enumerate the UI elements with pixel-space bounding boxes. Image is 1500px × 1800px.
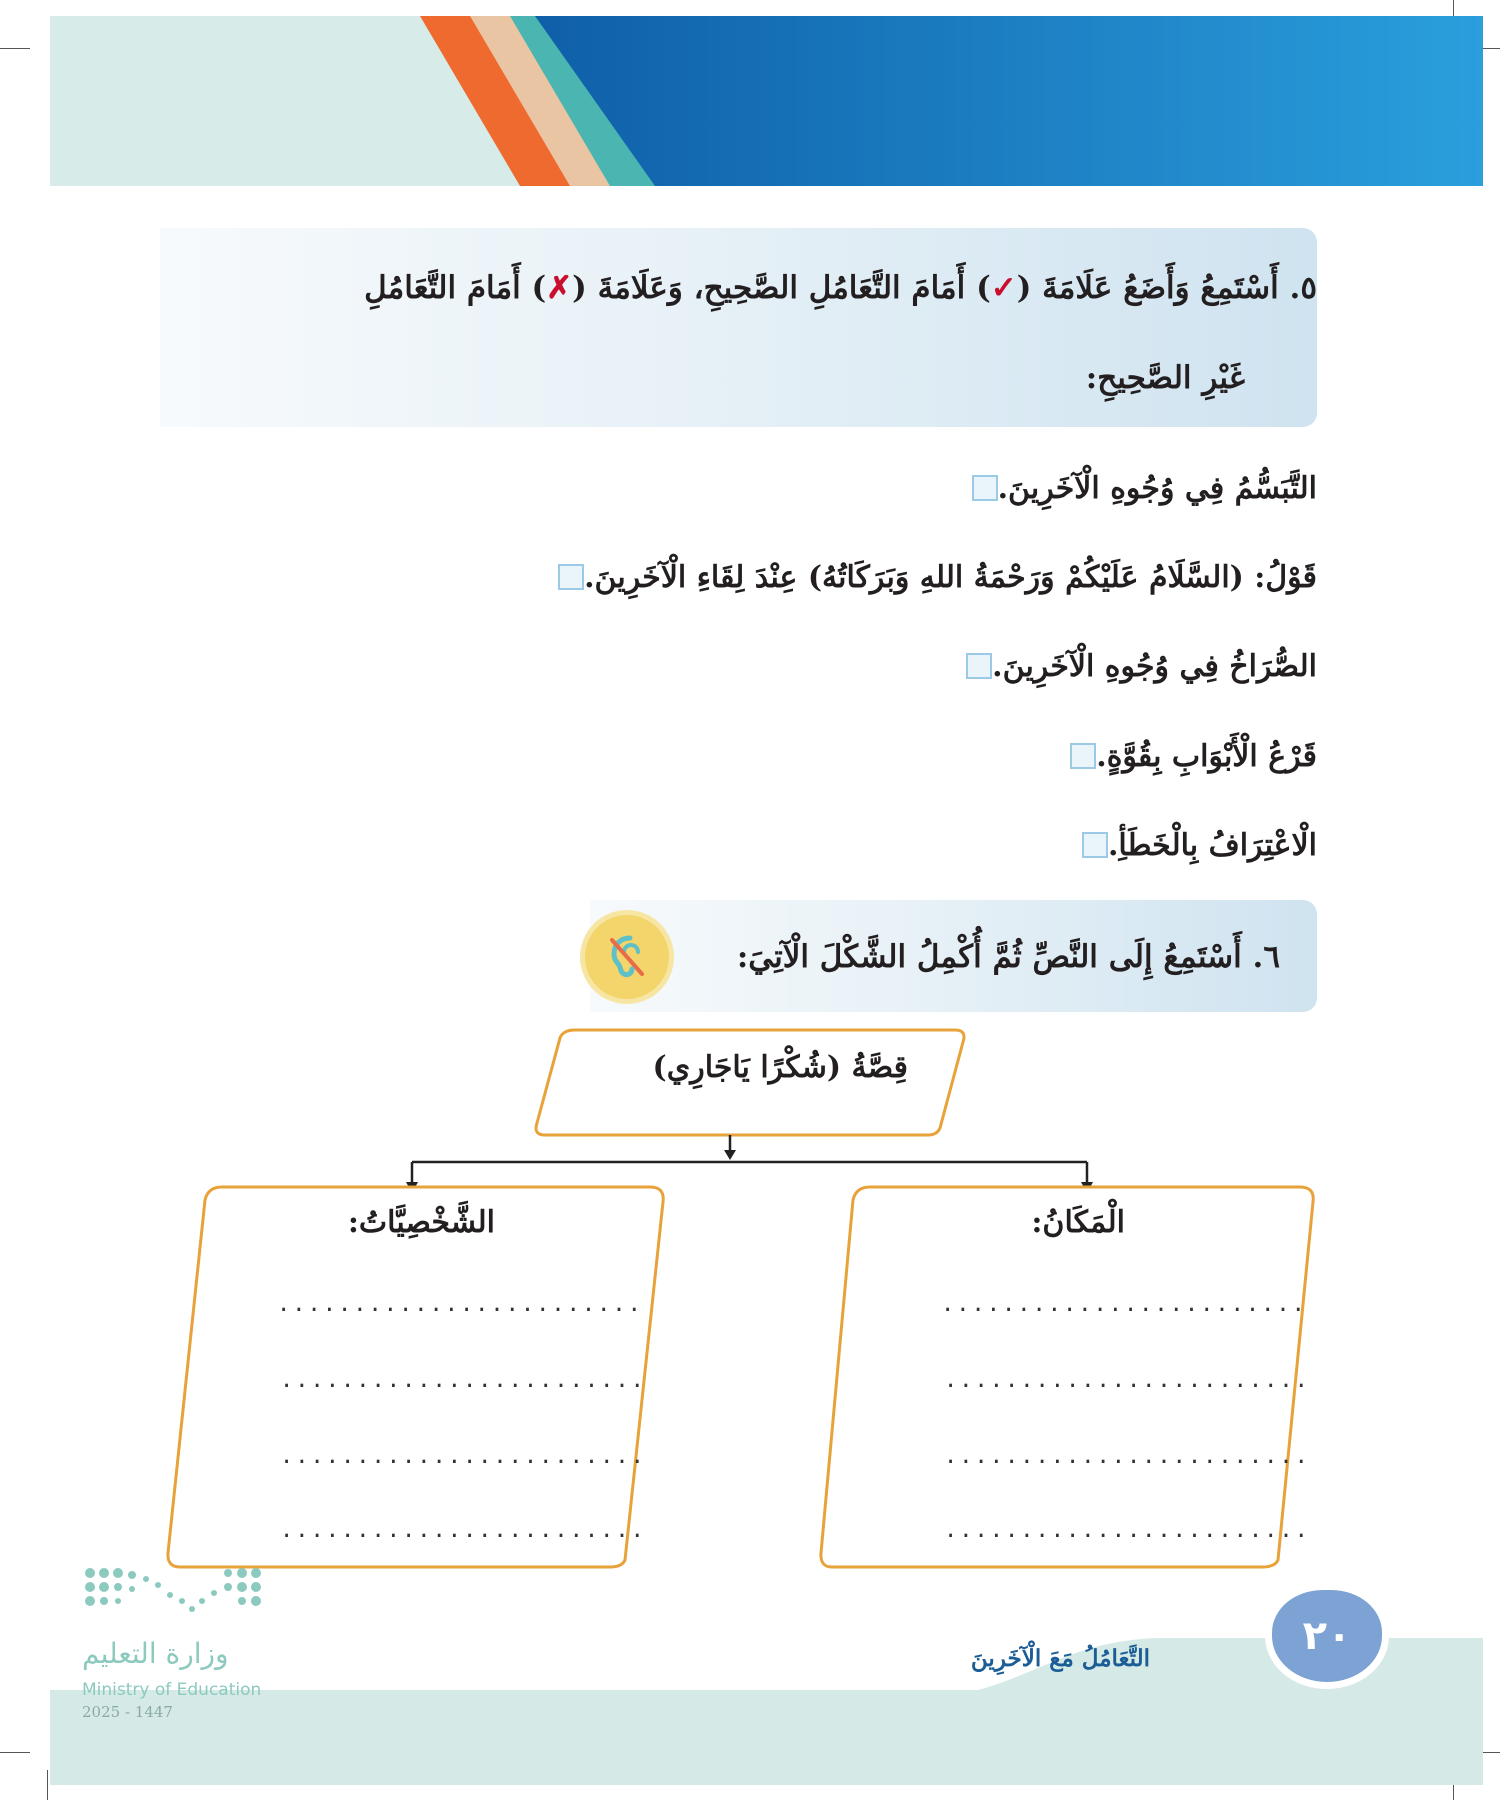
- list-item: [1064, 822, 1317, 868]
- footer-band: [50, 1690, 1483, 1785]
- ministry-name-ar: وزارة التعليم: [82, 1637, 229, 1670]
- x-mark-icon: ✗: [546, 270, 573, 306]
- question5-line2: غَيْرِ الصَّحِيحِ:: [1085, 360, 1245, 396]
- ear-icon: [600, 930, 654, 984]
- crop-mark: [0, 48, 30, 49]
- crop-mark: [0, 1752, 30, 1753]
- answer-blank[interactable]: ........................: [944, 1368, 1310, 1393]
- place-title: الْمَكَانُ:: [1031, 1205, 1125, 1240]
- ministry-logo-dots: [82, 1565, 272, 1625]
- question5-line1: [364, 243, 1317, 333]
- answer-blank[interactable]: ........................: [941, 1292, 1307, 1317]
- answer-blank[interactable]: ........................: [277, 1292, 643, 1317]
- arrow-head: [724, 1150, 736, 1160]
- edition-year: 2025 - 1447: [82, 1703, 173, 1721]
- characters-title: الشَّخْصِيَّاتُ:: [347, 1205, 495, 1240]
- list-item: [540, 554, 1317, 600]
- item-text: قَرْعُ الْأَبْوَابِ بِقُوَّةٍ.: [1096, 738, 1317, 774]
- item-text: الْاعْتِرَافُ بِالْخَطَأِ.: [1107, 827, 1317, 863]
- list-item: [1052, 733, 1317, 779]
- question5-text-b: ) أَمَامَ التَّعَامُلِ الصَّحِيحِ، وَعَلَامَةَ (: [572, 270, 991, 306]
- page-number-badge: [1272, 1590, 1382, 1682]
- answer-checkbox[interactable]: [966, 653, 992, 679]
- answer-checkbox[interactable]: [558, 564, 584, 590]
- answer-blank[interactable]: ........................: [944, 1444, 1310, 1469]
- answer-blank[interactable]: ........................: [280, 1444, 646, 1469]
- header-stripes-graphic: [50, 16, 1483, 186]
- answer-checkbox[interactable]: [972, 475, 998, 501]
- story-title: قِصَّةُ (شُكْرًا يَاجَارِي): [652, 1050, 908, 1085]
- item-text: الصُّرَاخُ فِي وُجُوهِ الْآخَرِينَ.: [992, 648, 1317, 684]
- header-band: [50, 16, 1483, 186]
- check-mark-icon: ✓: [990, 270, 1017, 306]
- item-text: قَوْلُ: (السَّلَامُ عَلَيْكُمْ وَرَحْمَةُ اللهِ وَبَرَكَاتُهُ) عِنْدَ لِقَاءِ الْآخَرِينَ.: [584, 559, 1317, 595]
- listening-ear-icon: [585, 915, 669, 999]
- question5-text-a: ٥. أَسْتَمِعُ وَأَضَعُ عَلَامَةَ (: [1016, 270, 1317, 306]
- answer-checkbox[interactable]: [1082, 832, 1108, 858]
- unit-title: التَّعَامُلُ مَعَ الْآخَرِينَ: [970, 1645, 1150, 1672]
- item-text: التَّبَسُّمُ فِي وُجُوهِ الْآخَرِينَ.: [997, 470, 1317, 506]
- answer-blank[interactable]: ........................: [280, 1368, 646, 1393]
- page-number: ٢٠: [1302, 1613, 1352, 1659]
- answer-blank[interactable]: ........................: [944, 1518, 1310, 1543]
- question5-text-c: ) أَمَامَ التَّعَامُلِ: [364, 270, 547, 306]
- crop-mark: [47, 1770, 48, 1800]
- list-item: [954, 465, 1317, 511]
- question6-text: ٦. أَسْتَمِعُ إِلَى النَّصِّ ثُمَّ أُكْمِلُ الشَّكْلَ الْآتِيَ:: [736, 939, 1280, 975]
- list-item: [948, 643, 1317, 689]
- answer-blank[interactable]: ........................: [280, 1518, 646, 1543]
- answer-checkbox[interactable]: [1070, 743, 1096, 769]
- ministry-name-en: Ministry of Education: [82, 1680, 262, 1700]
